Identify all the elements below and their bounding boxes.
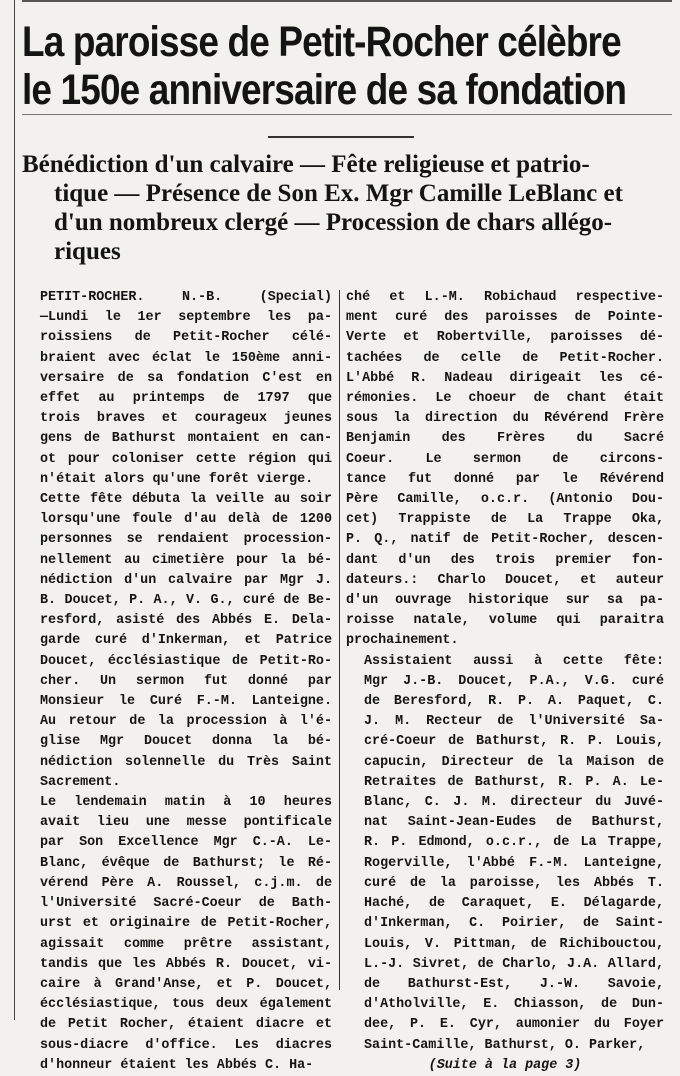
text-line: rémonies. Le choeur de chant était: [346, 391, 664, 407]
text-line: capucin, Directeur de la Maison de: [364, 754, 664, 770]
column-divider: [339, 290, 340, 990]
text-line: nat Saint-Jean-Eudes de Bathurst,: [364, 815, 664, 831]
text-line: Assistaient aussi à cette fête:: [364, 653, 664, 669]
text-line: ment curé des paroisses de Pointe-: [346, 310, 664, 326]
paragraph-mass: [22, 793, 332, 1076]
text-line: Rogerville, l'Abbé F.-M. Lanteigne,: [364, 855, 664, 871]
deck-line-1: Bénédiction d'un calvaire — Fête religieuse et patrio-: [22, 151, 590, 178]
headline-underline: [22, 114, 672, 115]
text-line: Père Camille, o.c.r. (Antonio Dou-: [346, 492, 664, 508]
text-line: Louis, V. Pittman, de Richibouctou,: [364, 936, 664, 952]
text-line: d'Atholville, E. Chiasson, de Dun-: [364, 997, 664, 1013]
text-line: PETIT-ROCHER. N.-B. (Special): [40, 290, 332, 305]
text-line: ot pour coloniser cette région qui: [40, 451, 332, 467]
text-line: nellement au cimetière pour la bé-: [40, 552, 332, 568]
text-line: caire à Grand'Anse, et P. Doucet,: [40, 976, 332, 992]
text-line: ché et L.-M. Robichaud respective-: [346, 290, 664, 305]
text-line: sous-diacre d'office. Les diacres: [40, 1037, 332, 1053]
text-line: Cette fête débuta la veille au soir: [40, 492, 332, 508]
text-line: Blanc, évêque de Bathurst; le Ré-: [40, 855, 332, 871]
paragraph-dateline: [22, 288, 332, 490]
deck-line-3: d'un nombreux clergé — Procession de chars allégo-: [54, 209, 613, 236]
text-line: avait lieu une messe pontificale: [40, 815, 332, 831]
text-line: Monsieur le Curé F.-M. Lanteigne.: [40, 694, 332, 710]
text-line: roisse natale, volume qui paraitra: [346, 613, 664, 629]
text-line: Le lendemain matin à 10 heures: [40, 795, 332, 811]
text-line: Au retour de la procession à l'é-: [40, 714, 332, 730]
text-line: dateurs.: Charlo Doucet, et auteur: [346, 572, 664, 588]
left-column-rule: [14, 0, 15, 1020]
text-line: Haché, de Caraquet, E. Délagarde,: [364, 896, 664, 912]
text-line: garde curé d'Inkerman, et Patrice: [40, 633, 332, 649]
text-line: d'un ouvrage historique sur sa pa-: [346, 593, 664, 609]
text-line: Sacrement.: [40, 774, 121, 790]
text-line: cré-Coeur de Bathurst, R. P. Louis,: [364, 734, 664, 750]
text-line: par Son Excellence Mgr C.-A. Le-: [40, 835, 332, 851]
text-line: L.-J. Sivret, de Charlo, J.A. Allard,: [364, 956, 664, 972]
text-line: sous la direction du Révérend Frère: [346, 411, 664, 427]
text-line: lorsqu'une foule d'au delà de 1200: [40, 512, 332, 528]
article-column-right: [346, 288, 664, 1076]
text-line: cet) Trappiste de La Trappe Oka,: [346, 512, 664, 528]
text-line: versaire de sa fondation C'est en: [40, 370, 332, 386]
text-line: vérend Père A. Roussel, c.j.m. de: [40, 875, 332, 891]
text-line: d'honneur étaient les Abbés C. Ha-: [40, 1057, 314, 1073]
text-line: écclésiastique, tous deux également: [40, 997, 332, 1013]
text-line: n'était alors qu'une forêt vierge.: [40, 471, 314, 487]
text-line: dant d'un des trois premier fon-: [346, 552, 664, 568]
paragraph-eve: [22, 490, 332, 793]
text-line: tance fut donné par le Révérend: [346, 471, 664, 487]
text-line: B. Doucet, P. A., V. G., curé de Be-: [40, 593, 332, 609]
text-line: R. P. Edmond, o.c.r., de La Trappe,: [364, 835, 664, 851]
text-line: resford, asisté des Abbés E. Dela-: [40, 613, 332, 629]
text-line: de Beresford, R. P. A. Paquet, C.: [364, 694, 664, 710]
text-line: Verte et Robertville, paroisses dé-: [346, 330, 664, 346]
text-line: Doucet, écclésiastique de Petit-Ro-: [40, 653, 332, 669]
text-line: effet au printemps de 1797 que: [40, 391, 332, 407]
headline-line-1: La paroisse de Petit-Rocher célèbre: [22, 18, 621, 66]
text-line: trois braves et courageux jeunes: [40, 411, 332, 427]
text-line: urst et originaire de Petit-Rocher,: [40, 916, 332, 932]
top-rule: [22, 0, 672, 2]
text-line: P. Q., natif de Petit-Rocher, descen-: [346, 532, 664, 548]
text-line: braient avec éclat le 150ème anni-: [40, 350, 332, 366]
text-line: personnes se rendaient procession-: [40, 532, 332, 548]
text-line: L'Abbé R. Nadeau dirigeait les cé-: [346, 370, 664, 386]
text-line: cher. Un sermon fut donné par: [40, 673, 332, 689]
text-line: Coeur. Le sermon de circons-: [346, 451, 664, 467]
deck-line-4: riques: [54, 238, 121, 265]
text-line: glise Mgr Doucet donna la bé-: [40, 734, 332, 750]
text-line: —Lundi le 1er septembre les pa-: [40, 310, 332, 326]
text-line: d'Inkerman, C. Poirier, de Saint-: [364, 916, 664, 932]
deck-line-2: tique — Présence de Son Ex. Mgr Camille LeBlanc et: [54, 180, 623, 207]
continued-notice: (Suite à la page 3): [428, 1057, 582, 1073]
text-line: nédiction solennelle du Très Saint: [40, 754, 332, 770]
text-line: Saint-Camille, Bathurst, O. Parker,: [364, 1037, 646, 1053]
paragraph-attendees: [346, 652, 664, 1056]
text-line: nédiction d'un calvaire par Mgr J.: [40, 572, 332, 588]
article-column-left: [22, 288, 332, 1076]
text-line: de Bathurst-Est, J.-W. Savoie,: [364, 976, 664, 992]
text-line: roissiens de Petit-Rocher célé-: [40, 330, 332, 346]
text-line: l'Université Sacré-Coeur de Bath-: [40, 896, 332, 912]
section-divider: [268, 136, 414, 138]
text-line: tachées de celle de Petit-Rocher.: [346, 350, 664, 366]
text-line: Retraites de Bathurst, R. P. A. Le-: [364, 774, 664, 790]
text-line: de Petit Rocher, étaient diacre et: [40, 1017, 332, 1033]
text-line: tandis que les Abbés R. Doucet, vi-: [40, 956, 332, 972]
text-line: Blanc, C. J. M. directeur du Juvé-: [364, 795, 664, 811]
text-line: agissait comme prêtre assistant,: [40, 936, 332, 952]
text-line: Benjamin des Frères du Sacré: [346, 431, 664, 447]
text-line: prochainement.: [346, 633, 459, 649]
paragraph-ceremony: [346, 288, 664, 652]
text-line: J. M. Recteur de l'Université Sa-: [364, 714, 664, 730]
text-line: dee, P. E. Cyr, aumonier du Foyer: [364, 1017, 664, 1033]
text-line: gens de Bathurst montaient en can-: [40, 431, 332, 447]
text-line: curé de la paroisse, les Abbés T.: [364, 875, 664, 891]
text-line: Mgr J.-B. Doucet, P.A., V.G. curé: [364, 673, 664, 689]
headline: [22, 18, 627, 114]
headline-line-2: le 150e anniversaire de sa fondation: [22, 66, 627, 114]
subheadline-deck: [22, 150, 662, 266]
